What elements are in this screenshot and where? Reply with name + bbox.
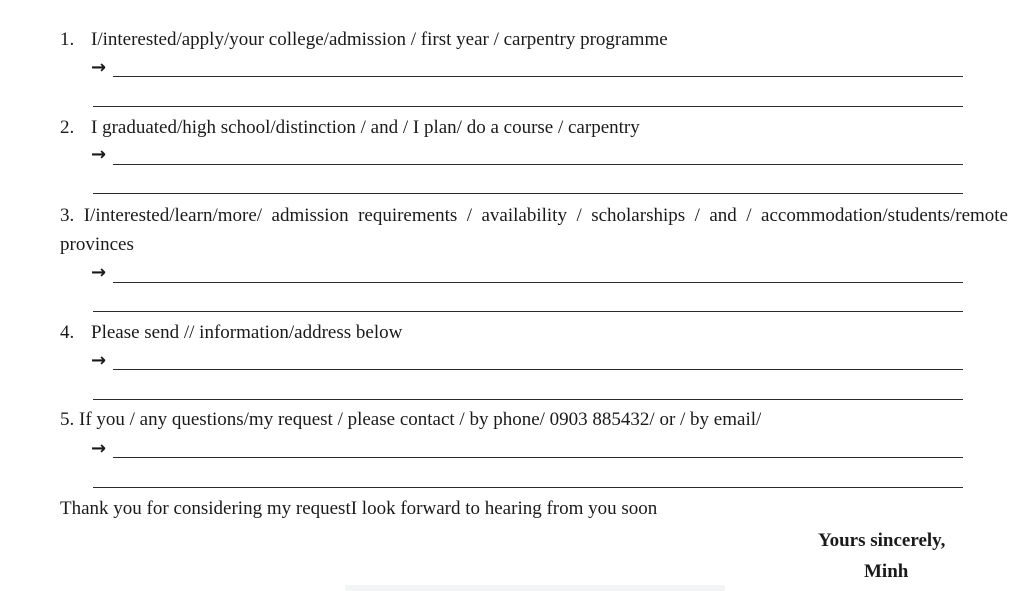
answer-line-1b[interactable]	[93, 106, 963, 107]
answer-line-2a[interactable]	[113, 164, 963, 165]
closing-sentence: Thank you for considering my requestI look forward to hearing from you soon	[60, 498, 658, 519]
arrow-right-icon: →	[91, 350, 107, 371]
answer-line-4b[interactable]	[93, 399, 963, 400]
item-prompt-text: I/interested/apply/your college/admission / first year / carpentry programme	[91, 29, 668, 50]
answer-line-2b[interactable]	[93, 193, 963, 194]
answer-line-4a[interactable]	[113, 369, 963, 370]
item-number: 1.	[60, 29, 75, 50]
answer-line-3a[interactable]	[113, 282, 963, 283]
exercise-item-2-prompt	[60, 117, 640, 139]
arrow-right-icon: →	[91, 144, 107, 165]
answer-line-5a[interactable]	[113, 457, 963, 458]
exercise-item-3-prompt: 3. I/interested/learn/more/ admission requirements / availability / scholarships / and / accommodation/students/remote provinces	[60, 205, 1008, 255]
item-prompt-text: I graduated/high school/distinction / and / I plan/ do a course / carpentry	[91, 117, 640, 138]
sign-off: Yours sincerely,	[818, 530, 946, 551]
answer-line-5b[interactable]	[93, 487, 963, 488]
exercise-item-4-prompt	[60, 322, 402, 344]
arrow-right-icon: →	[91, 57, 107, 78]
item-number: 4.	[60, 322, 75, 343]
exercise-item-1-prompt	[60, 29, 668, 51]
signature-name: Minh	[864, 561, 909, 582]
exercise-item-5-prompt: 5. If you / any questions/my request / please contact / by phone/ 0903 885432/ or / by email/	[60, 409, 762, 430]
answer-line-3b[interactable]	[93, 311, 963, 312]
item-number: 2.	[60, 117, 75, 138]
arrow-right-icon: →	[91, 262, 107, 283]
arrow-right-icon: →	[91, 438, 107, 459]
answer-line-1a[interactable]	[113, 76, 963, 77]
item-prompt-text: Please send // information/address below	[91, 322, 403, 343]
scan-artifact	[345, 585, 725, 591]
